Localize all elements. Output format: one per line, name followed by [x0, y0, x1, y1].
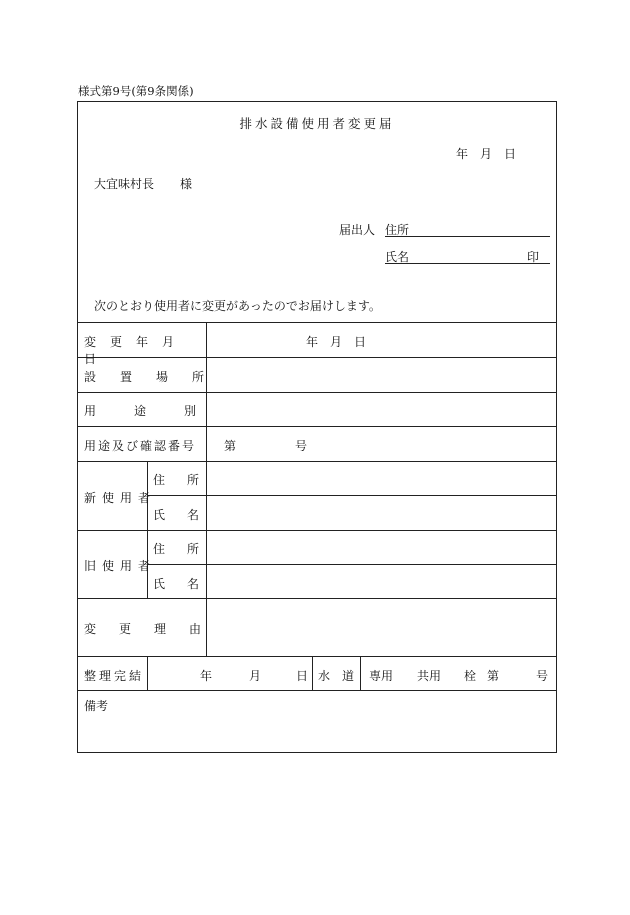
- settlement-month: 月: [249, 669, 262, 683]
- applicant-address-label: 住所: [385, 223, 410, 237]
- use-confirmation-label: 用途及び確認番号: [84, 439, 197, 453]
- row-divider: [77, 426, 557, 427]
- old-user-name-label: 氏名: [153, 577, 222, 591]
- column-divider: [147, 461, 148, 598]
- addressee: [94, 177, 192, 191]
- form-title: 排水設備使用者変更届: [239, 116, 395, 131]
- settlement-day: 日: [296, 669, 309, 683]
- change-date-label-text: 変更年月日: [84, 335, 189, 366]
- installation-location-value[interactable]: [210, 362, 550, 388]
- row-divider: [77, 690, 557, 691]
- change-date-label: [84, 333, 198, 367]
- applicant-name-label: 氏名: [385, 250, 410, 264]
- row-divider: [77, 530, 557, 531]
- remarks-value[interactable]: [84, 714, 550, 746]
- row-divider: [77, 656, 557, 657]
- new-user-label: 新使用者: [84, 491, 157, 505]
- change-reason-label: 変更理由: [84, 622, 225, 636]
- shared-use-label: 共用: [417, 669, 442, 683]
- private-use-label: 専用: [369, 669, 394, 683]
- old-user-address-value[interactable]: [210, 535, 550, 561]
- new-user-name-label: 氏名: [153, 508, 222, 522]
- remarks-label: 備考: [84, 699, 109, 713]
- tap-label: 栓: [464, 669, 477, 683]
- applicant-label: 届出人: [339, 223, 376, 237]
- tap-number-prefix: 第: [487, 669, 500, 683]
- row-divider: [77, 322, 557, 323]
- new-user-address-label: 住所: [153, 473, 222, 487]
- row-divider: [77, 461, 557, 462]
- column-divider: [147, 656, 148, 690]
- applicant-name-line[interactable]: [385, 263, 550, 264]
- row-divider: [77, 598, 557, 599]
- row-divider: [77, 392, 557, 393]
- settlement-label: 整理完結: [84, 669, 145, 683]
- applicant-seal: 印: [527, 250, 540, 264]
- use-category-value[interactable]: [210, 396, 550, 422]
- installation-location-label: 設置場所: [84, 370, 229, 384]
- water-supply-label: 水道: [318, 669, 367, 683]
- use-confirmation-prefix: 第: [224, 439, 237, 453]
- submission-date: 年 月 日: [456, 147, 517, 161]
- change-reason-value[interactable]: [210, 604, 550, 650]
- use-category-label: 用途別: [84, 404, 235, 418]
- old-user-name-value[interactable]: [210, 569, 550, 595]
- addressee-suffix: 様: [180, 177, 193, 191]
- change-date-value[interactable]: 年 月 日: [306, 335, 367, 349]
- column-divider: [312, 656, 313, 690]
- notice-text: 次のとおり使用者に変更があったのでお届けします。: [94, 299, 381, 313]
- row-divider: [147, 564, 557, 565]
- settlement-year: 年: [200, 669, 213, 683]
- use-confirmation-suffix: 号: [295, 439, 308, 453]
- old-user-label: 旧使用者: [84, 559, 157, 573]
- addressee-name: 大宜味村長: [94, 177, 155, 191]
- old-user-address-label: 住所: [153, 542, 222, 556]
- new-user-address-value[interactable]: [210, 466, 550, 492]
- new-user-name-value[interactable]: [210, 500, 550, 526]
- form-number-label: 様式第9号(第9条関係): [78, 84, 194, 98]
- row-divider: [147, 495, 557, 496]
- applicant-address-line[interactable]: [385, 236, 550, 237]
- tap-number-suffix: 号: [536, 669, 549, 683]
